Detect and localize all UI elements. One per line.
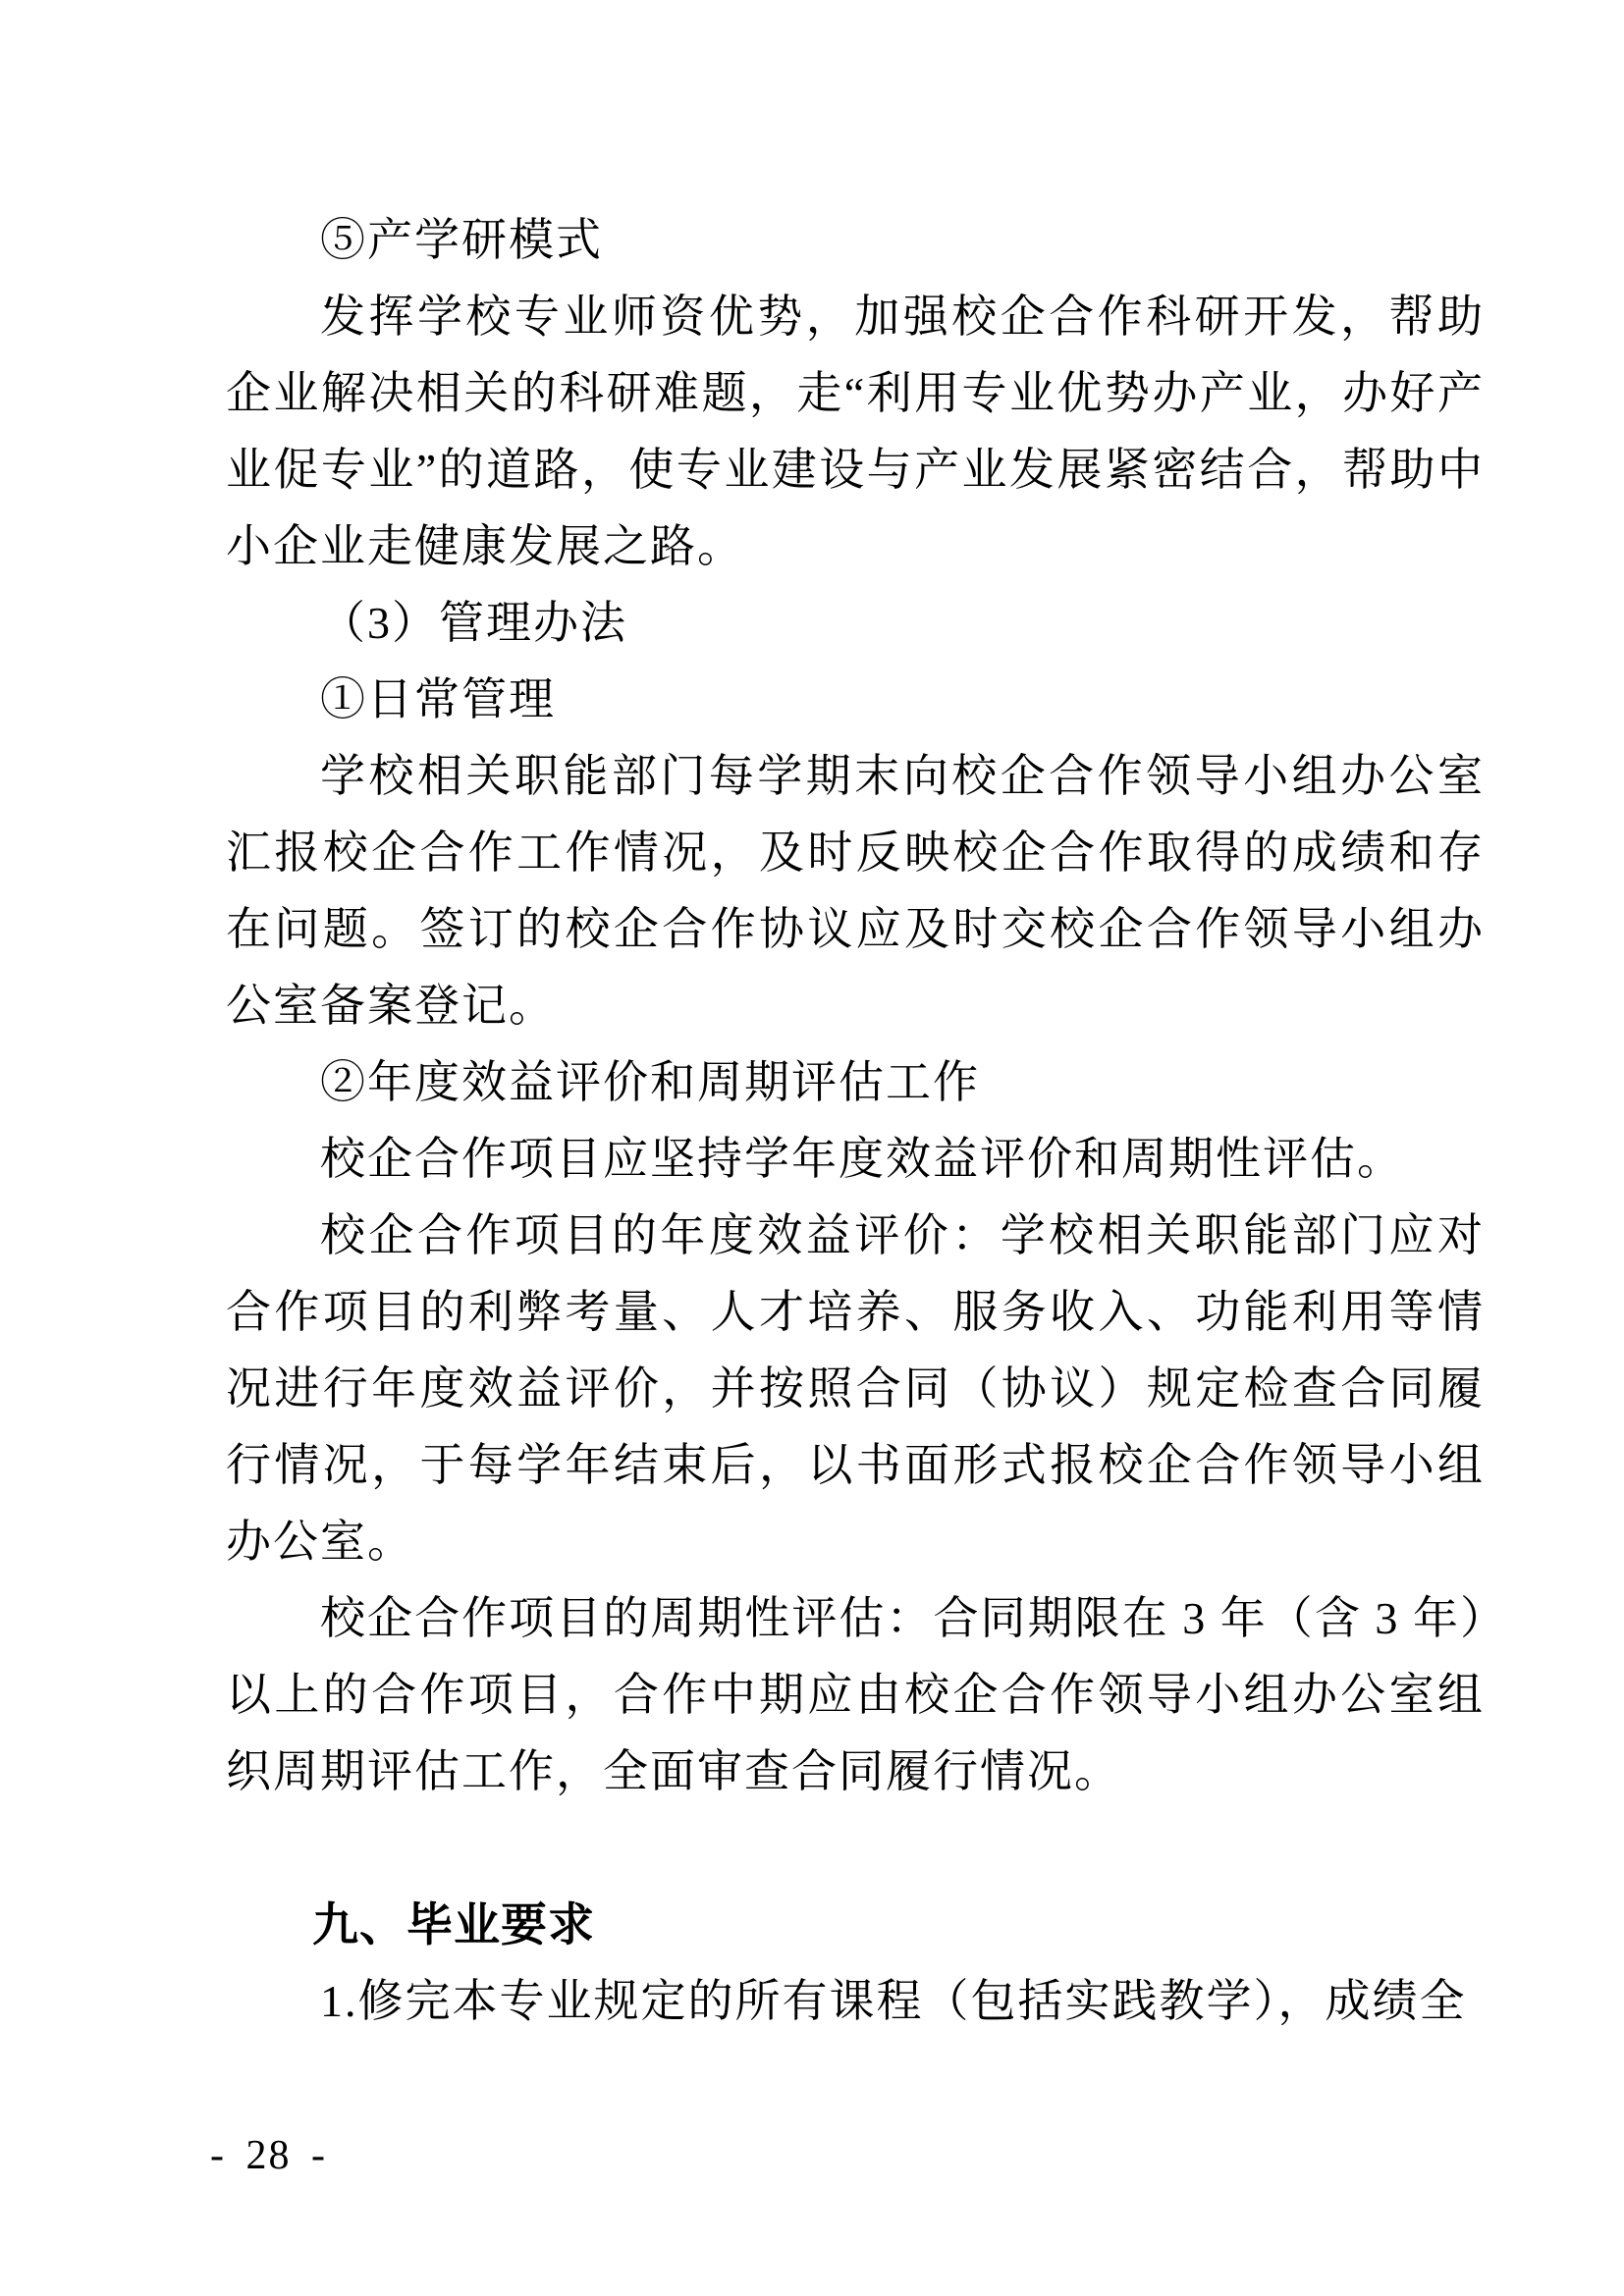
paragraph-daily-management-detail: 学校相关职能部门每学期末向校企合作领导小组办公室汇报校企合作工作情况，及时反映校企合作取得的成绩和存在问题。签订的校企合作协议应及时交校企合作领导小组办公室备案登记。 <box>226 751 1485 1031</box>
paragraph-evaluation-principle: 校企合作项目应坚持学年度效益评价和周期性评估。 <box>320 1134 1404 1184</box>
page-number: - 28 - <box>210 2133 327 2178</box>
section-heading-graduation-requirements: 九、毕业要求 <box>312 1898 595 1950</box>
paragraph-item-1-daily-management: ①日常管理 <box>320 674 556 724</box>
paragraph-graduation-requirement-1: 1.修完本专业规定的所有课程（包括实践教学），成绩全 <box>320 1976 1467 2026</box>
paragraph-item-5-mode: ⑤产学研模式 <box>320 215 603 265</box>
paragraph-periodic-assessment: 校企合作项目的周期性评估：合同期限在 3 年（含 3 年）以上的合作项目，合作中期应由校企合作领导小组办公室组织周期评估工作，全面审查合同履行情况。 <box>226 1593 1485 1796</box>
page-content <box>226 202 1485 2040</box>
paragraph-item-2-evaluation: ②年度效益评价和周期评估工作 <box>320 1057 980 1107</box>
paragraph-management-measures: （3）管理办法 <box>320 598 627 648</box>
paragraph-mode-description: 发挥学校专业师资优势，加强校企合作科研开发，帮助企业解决相关的科研难题，走“利用专业优势办产业，办好产业促专业”的道路，使专业建设与产业发展紧密结合，帮助中小企业走健康发展之路。 <box>226 292 1485 571</box>
paragraph-annual-benefit-evaluation: 校企合作项目的年度效益评价：学校相关职能部门应对合作项目的利弊考量、人才培养、服务收入、功能利用等情况进行年度效益评价，并按照合同（协议）规定检查合同履行情况，于每学年结束后，以书面形式报校企合作领导小组办公室。 <box>226 1210 1485 1567</box>
